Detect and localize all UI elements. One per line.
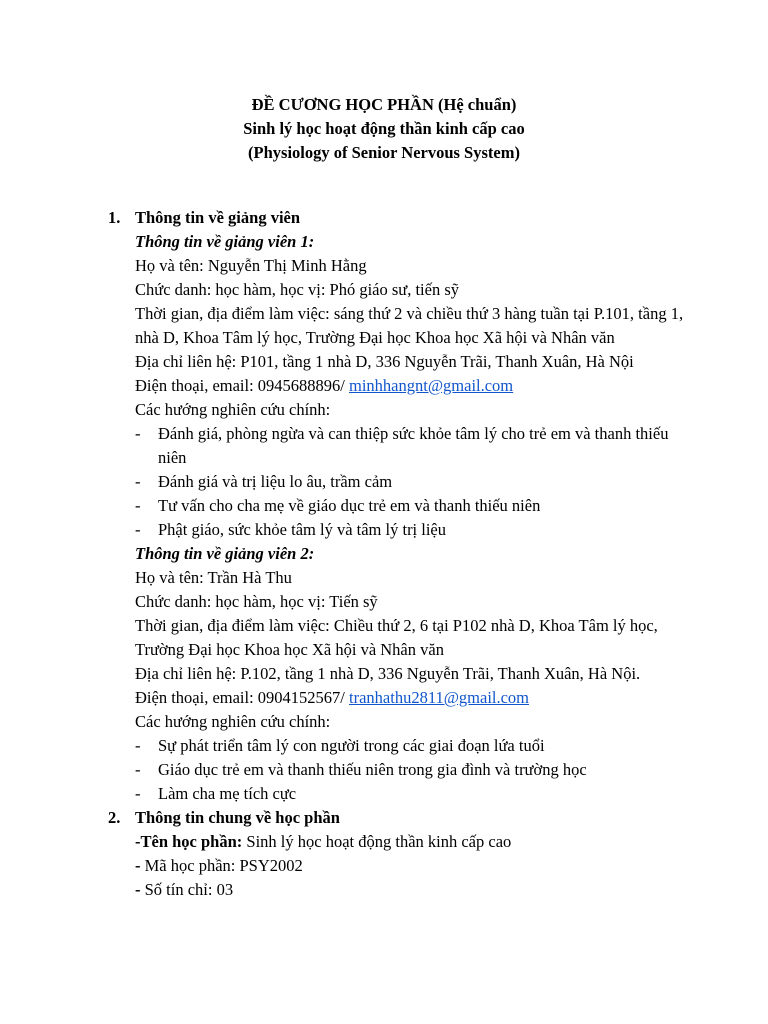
list-item — [135, 734, 685, 758]
lecturer-2-work-time: Thời gian, địa điểm làm việc: Chiều thứ 2, 6 tại P102 nhà D, Khoa Tâm lý học, Trường Đại học Khoa học Xã hội và Nhân văn — [135, 616, 658, 659]
lecturer-2-heading: Thông tin về giảng viên 2: — [135, 544, 315, 563]
lecturer-2-phone: Điện thoại, email: 0904152567/ — [135, 688, 350, 707]
document-title: ĐỀ CƯƠNG HỌC PHẦN (Hệ chuẩn) — [251, 95, 517, 114]
lecturer-1-title: Chức danh: học hàm, học vị: Phó giáo sư, tiến sỹ — [135, 280, 460, 299]
bullet-dash: - — [135, 784, 141, 803]
course-name-line — [135, 830, 685, 854]
bullet-dash: - — [135, 424, 141, 443]
course-code-dash: - — [135, 856, 145, 875]
lecturer-1-heading: Thông tin về giảng viên 1: — [135, 232, 315, 251]
credits-line — [135, 878, 685, 902]
course-code-line — [135, 854, 685, 878]
lecturer-1-research-heading: Các hướng nghiên cứu chính: — [135, 400, 331, 419]
list-item — [135, 494, 685, 518]
bullet-dash: - — [135, 760, 141, 779]
credits-dash: - — [135, 880, 145, 899]
section-1-title: Thông tin về giảng viên — [135, 208, 301, 227]
course-code-value: PSY2002 — [239, 856, 303, 875]
list-item — [135, 518, 685, 542]
course-title-english: (Physiology of Senior Nervous System) — [248, 143, 520, 162]
document-header — [0, 93, 768, 165]
list-item-text: Phật giáo, sức khỏe tâm lý và tâm lý trị liệu — [158, 520, 447, 539]
lecturer-2-name: Họ và tên: Trần Hà Thu — [135, 568, 292, 587]
list-item-text: Đánh giá, phòng ngừa và can thiệp sức khỏe tâm lý cho trẻ em và thanh thiếu niên — [158, 424, 669, 467]
list-item-text: Tư vấn cho cha mẹ về giáo dục trẻ em và thanh thiếu niên — [158, 496, 541, 515]
credits-label: Số tín chỉ: — [144, 880, 217, 899]
lecturer-2-title: Chức danh: học hàm, học vị: Tiến sỹ — [135, 592, 378, 611]
section-2-heading — [108, 806, 685, 830]
lecturer-2-research-heading: Các hướng nghiên cứu chính: — [135, 712, 331, 731]
list-item-text: Đánh giá và trị liệu lo âu, trầm cảm — [158, 472, 393, 491]
document-body — [108, 206, 685, 902]
list-item-text: Sự phát triển tâm lý con người trong các giai đoạn lứa tuổi — [158, 736, 545, 755]
lecturer-2-research-list — [135, 734, 685, 806]
course-name-label: -Tên học phần: — [135, 832, 247, 851]
section-2-number: 2. — [108, 808, 121, 827]
lecturer-1-email-link[interactable]: minhhangnt@gmail.com — [349, 376, 514, 395]
lecturer-1-contact — [135, 374, 685, 398]
lecturer-2-email-link[interactable]: tranhathu2811@gmail.com — [349, 688, 530, 707]
bullet-dash: - — [135, 496, 141, 515]
lecturer-1-name: Họ và tên: Nguyễn Thị Minh Hằng — [135, 256, 367, 275]
course-title-vietnamese: Sinh lý học hoạt động thần kinh cấp cao — [243, 119, 525, 138]
lecturer-1-work-time: Thời gian, địa điểm làm việc: sáng thứ 2 và chiều thứ 3 hàng tuần tại P.101, tầng 1, nhà D, Khoa Tâm lý học, Trường Đại học Khoa học Xã hội và Nhân văn — [135, 304, 684, 347]
section-1-number: 1. — [108, 208, 121, 227]
course-code-label: Mã học phần: — [144, 856, 240, 875]
bullet-dash: - — [135, 472, 141, 491]
bullet-dash: - — [135, 520, 141, 539]
list-item — [135, 758, 685, 782]
list-item — [135, 782, 685, 806]
list-item — [135, 422, 685, 470]
list-item-text: Làm cha mẹ tích cực — [158, 784, 297, 803]
lecturer-2-contact — [135, 686, 685, 710]
course-name-value: Sinh lý học hoạt động thần kinh cấp cao — [246, 832, 512, 851]
section-2-title: Thông tin chung về học phần — [135, 808, 340, 827]
lecturer-1-address: Địa chỉ liên hệ: P101, tầng 1 nhà D, 336 Nguyễn Trãi, Thanh Xuân, Hà Nội — [135, 352, 634, 371]
lecturer-1-phone: Điện thoại, email: 0945688896/ — [135, 376, 350, 395]
list-item — [135, 470, 685, 494]
lecturer-1-research-list — [135, 422, 685, 542]
list-item-text: Giáo dục trẻ em và thanh thiếu niên trong gia đình và trường học — [158, 760, 587, 779]
bullet-dash: - — [135, 736, 141, 755]
section-1-heading — [108, 206, 685, 230]
lecturer-2-address: Địa chỉ liên hệ: P.102, tầng 1 nhà D, 336 Nguyễn Trãi, Thanh Xuân, Hà Nội. — [135, 664, 641, 683]
credits-value: 03 — [216, 880, 234, 899]
